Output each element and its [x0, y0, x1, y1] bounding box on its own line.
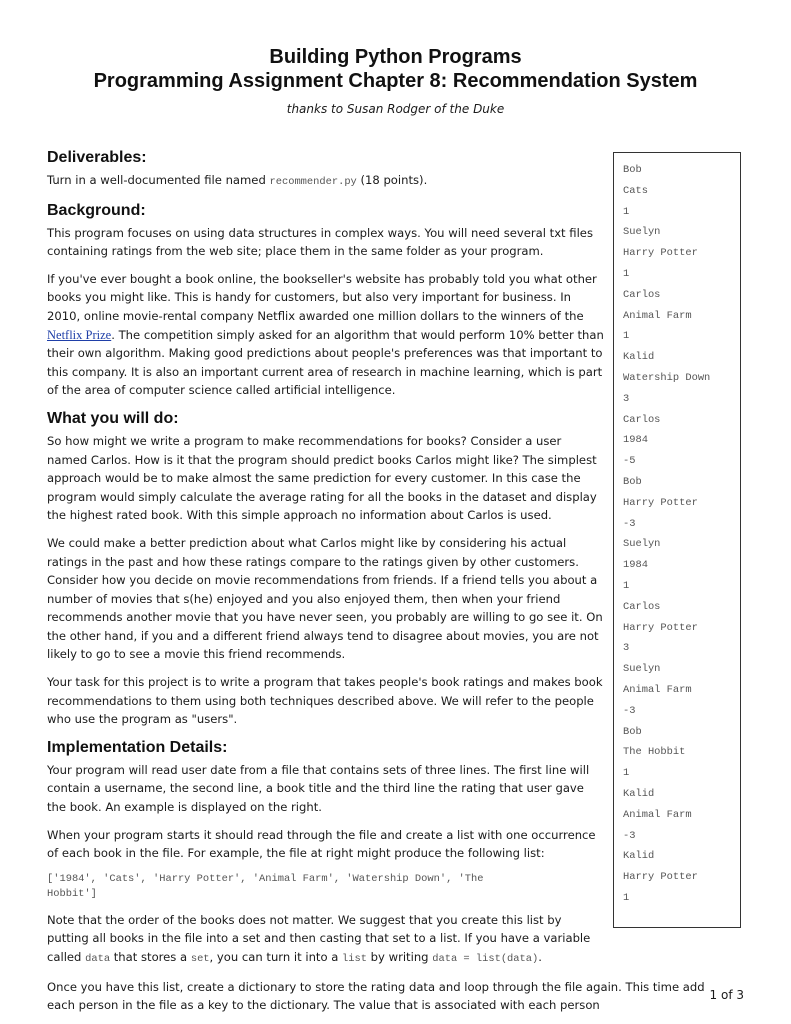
- sample-file-line: 3: [623, 392, 630, 405]
- sample-file-line: 3: [623, 642, 630, 655]
- what-paragraph-2: We could make a better prediction about what Carlos might like by considering his actual ratings in the past and how these ratings compare to the ratings given by other customers. Consider how you decide on movie recommendations from friends. If a friend tells you about a number of movies that s(he) enjoyed and you also enjoyed them, then when your friend recommends another movie that you have never seen, you probably are willing to go see it. On the other hand, if you and a different friend always tend to disagree about movies, you are not likely to go to see a movie this friend recommends.: [47, 535, 603, 662]
- sample-file-line: 1984: [623, 434, 648, 447]
- deliverables-heading: Deliverables:: [47, 149, 147, 166]
- sample-file-line: 1: [623, 891, 630, 904]
- netflix-prize-link[interactable]: Netflix Prize: [47, 327, 112, 342]
- sample-file-line: 1: [623, 205, 630, 218]
- sample-file-line: 1: [623, 767, 630, 780]
- what-paragraph-1: So how might we write a program to make recommendations for books? Consider a user named Carlos. How is it that the program should predict books Carlos might like? The simplest approach would be to make almost the same prediction for every customer. In this case the program would simply calculate the average rating for all the books in the dataset and display the highest rated book. With this simple approach no information about Carlos is used.: [47, 433, 597, 523]
- sample-file-line: The Hobbit: [623, 746, 686, 759]
- sample-file-line: -5: [623, 455, 636, 468]
- sample-file-line: Bob: [623, 475, 642, 488]
- sample-file-line: Carlos: [623, 600, 661, 613]
- sample-file-line: Carlos: [623, 413, 661, 426]
- sample-file-line: Cats: [623, 184, 648, 197]
- sample-file-line: Harry Potter: [623, 496, 698, 509]
- sample-file-line: 1: [623, 267, 630, 280]
- sample-file-line: Watership Down: [623, 371, 711, 384]
- sample-file-line: -3: [623, 829, 636, 842]
- page-number: 1 of 3: [709, 988, 744, 1002]
- sample-file-line: Kalid: [623, 351, 655, 364]
- sample-file-line: Suelyn: [623, 663, 661, 676]
- sample-file-line: Kalid: [623, 787, 655, 800]
- sample-file-line: Animal Farm: [623, 683, 692, 696]
- book-list-code: ['1984', 'Cats', 'Harry Potter', 'Animal Farm', 'Watership Down', 'The Hobbit']: [47, 872, 484, 900]
- sample-file-line: Bob: [623, 164, 642, 176]
- filename-code: recommender.py: [269, 176, 357, 188]
- sample-file-line: 1984: [623, 559, 648, 572]
- background-heading: Background:: [47, 201, 146, 219]
- sample-file-line: -3: [623, 704, 636, 717]
- implementation-paragraph-1: Your program will read user date from a file that contains sets of three lines. The first line will contain a username, the second line, a book title and the third line the rating that user gave the book. An example is displayed on the right.: [47, 762, 590, 815]
- sample-file-line: Animal Farm: [623, 808, 692, 821]
- sample-file-line: Kalid: [623, 850, 655, 863]
- sample-file-line: Animal Farm: [623, 309, 692, 322]
- sample-file-line: 1: [623, 330, 630, 343]
- sample-file-line: 1: [623, 579, 630, 592]
- sample-file-line: Harry Potter: [623, 247, 698, 260]
- document-title: Building Python Programs: [269, 46, 522, 68]
- thanks-note: thanks to Susan Rodger of the Duke: [286, 102, 505, 116]
- implementation-paragraph-3: Note that the order of the books does not matter. We suggest that you create this list by putting all books in the file into a set and then casting that set to a list. If you have a variable called data that stores a set, you can turn it into a list by writing data = list(data).: [47, 912, 591, 965]
- implementation-paragraph-4: Once you have this list, create a dictionary to store the rating data and loop through the file again. This time add each person in the file as a key to the dictionary. The value that is associated with each person: [47, 979, 705, 1013]
- sample-file-line: Carlos: [623, 288, 661, 301]
- sample-file-line: Harry Potter: [623, 621, 698, 634]
- what-paragraph-3: Your task for this project is to write a program that takes people's book ratings and makes book recommendations to them using both techniques described above. We will refer to the people who use the program as "users".: [47, 675, 603, 727]
- deliverables-text: Turn in a well-documented file named recommender.py (18 points).: [47, 173, 428, 188]
- sample-file-line: -3: [623, 517, 636, 530]
- sample-file-line: Harry Potter: [623, 871, 698, 884]
- sample-ratings-file: [613, 152, 741, 928]
- sample-file-line: Suelyn: [623, 226, 661, 239]
- background-paragraph-1: This program focuses on using data structures in complex ways. You will need several txt files containing ratings from the web site; place them in the same folder as your program.: [47, 225, 593, 259]
- background-paragraph-2: If you've ever bought a book online, the bookseller's website has probably told you what other books you might like. This is handy for customers, but also very important for business. In 2010, online movie-rental company Netflix awarded one million dollars to the winners of the Netflix Prize. The competition simply asked for an algorithm that would perform 10% better than their own algorithm. Making good predictions about people's preferences was that important to this company. It is also an important current area of research in machine learning, which is part of the area of computer science called artificial intelligence.: [47, 271, 604, 398]
- sample-file-line: Suelyn: [623, 538, 661, 551]
- implementation-paragraph-2: When your program starts it should read through the file and create a list with one occurrence of each book in the file. For example, the file at right might produce the following list:: [47, 827, 596, 861]
- sample-file-line: Bob: [623, 725, 642, 738]
- document-subtitle: Programming Assignment Chapter 8: Recommendation System: [93, 70, 698, 92]
- what-you-will-do-heading: What you will do:: [47, 409, 179, 427]
- implementation-heading: Implementation Details:: [47, 738, 228, 756]
